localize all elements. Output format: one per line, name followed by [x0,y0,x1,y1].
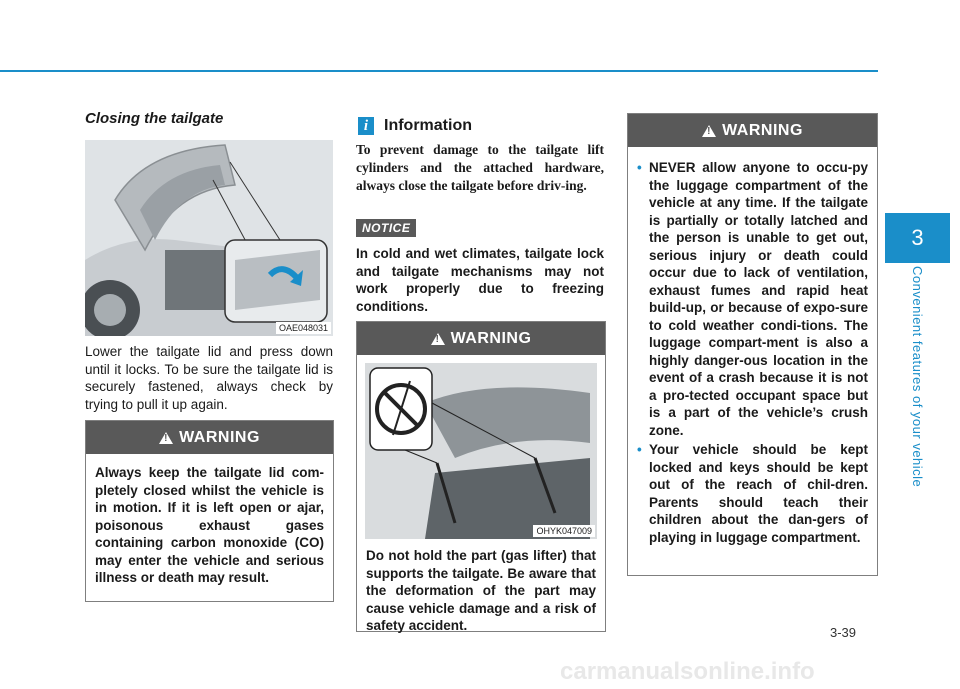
warning-box-exhaust [85,420,334,602]
list-item: • Your vehicle should be kept locked and keys should be kept out of the reach of chil-dren. Parents should teach their children about the dan-gers of playing in luggage compartment. [637,441,868,546]
page-number: 3-39 [830,625,857,640]
warning-box-gas-lifter [356,321,606,632]
warning-title: WARNING [179,428,260,446]
warning-header [628,114,877,147]
list-item: • NEVER allow anyone to occu-py the luggage compartment of the vehicle at any time. If the tailgate is partially or totally latched and the person is unable to get out, serious injury or death could occur due to lack of ventilation, exhaust fumes and rapid heat build-up, or because of expo-sure to cold weather condi-tions. The luggage compart-ment is also a highly danger-ous location in the event of a crash because it is not a pro-tected occupant space but is a part of the vehicle’s crush zone. [637,159,868,439]
chapter-tab [885,213,950,263]
header-rule [0,70,878,72]
gas-lifter-illustration [365,363,597,539]
warning-box-luggage [627,113,878,576]
chapter-title: Convenient features of your vehicle [910,266,925,488]
warning-triangle-icon: ! [159,432,173,444]
chapter-number: 3 [911,225,924,250]
notice-text: In cold and wet climates, tailgate lock and tailgate mechanisms may not work properly due to freezing conditions. [356,246,604,314]
warning-list [628,147,877,556]
image-code: OAE048031 [276,322,331,334]
section-heading: Closing the tailgate [85,110,224,127]
information-text: To prevent damage to the tailgate lift cylinders and the attached hardware, always close the tailgate before driv-ing. [356,142,604,193]
information-title: Information [384,117,472,134]
warning-header [357,322,605,355]
closing-text: Lower the tailgate lid and press down until it locks. To be sure the tailgate lid is securely fastened, always check by trying to pull it up again. [85,344,333,412]
image-code: OHYK047009 [533,525,595,537]
tailgate-photo [85,140,333,336]
information-heading [358,117,472,135]
notice-label: NOTICE [356,219,416,237]
info-icon: i [358,117,374,135]
warning-header [86,421,333,454]
gas-lifter-photo [365,363,597,539]
warning-title: WARNING [722,121,803,139]
warning-text: Always keep the tailgate lid com-pletely closed whilst the vehicle is in motion. If it is left open or ajar, poisonous exhaust gases containing carbon monoxide (CO) may enter the vehicle and serious illness or death may result. [95,465,324,585]
warning-text: Do not hold the part (gas lifter) that supports the tailgate. Be aware that the deformation of the part may cause vehicle damage and a risk of safety accident. [366,548,596,633]
warning-triangle-icon: ! [431,333,445,345]
footer-watermark: carmanualsonline.info [560,658,815,685]
warning-triangle-icon: ! [702,125,716,137]
warning-title: WARNING [450,329,532,347]
car-tailgate-illustration [85,140,333,336]
